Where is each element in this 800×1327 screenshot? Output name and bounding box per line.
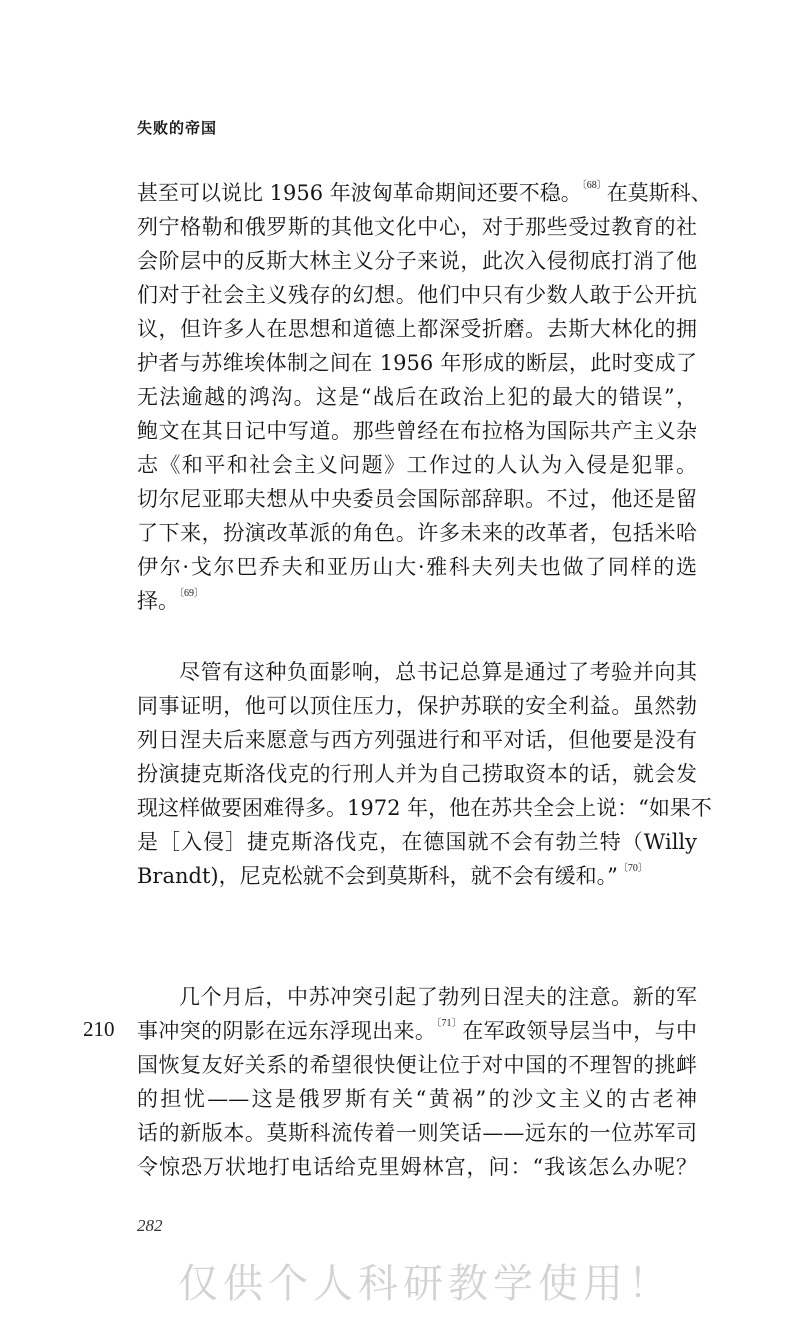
watermark: 仅供个人科研教学使用！ (178, 1261, 673, 1307)
text-line: 现这样做要困难得多。1972 年，他在苏共全会上说：“如果不 (137, 796, 712, 820)
text-line: 尽管有这种负面影响，总书记总算是通过了考验并向其 (179, 660, 697, 684)
text-line: 甚至可以说比 1956 年波匈革命期间还要不稳。$^{〔68〕}$在莫斯科、 (137, 180, 712, 205)
text-line: 国恢复友好关系的希望很快便让位于对中国的不理智的挑衅 (137, 1053, 697, 1077)
citation-mark: 〔70〕 (617, 863, 648, 874)
text-line: 列日涅夫后来愿意与西方列强进行和平对话，但他要是没有 (137, 728, 697, 752)
citation-mark: 〔68〕 (581, 180, 607, 191)
text-line: 同事证明，他可以顶住压力，保护苏联的安全利益。虽然勃 (137, 694, 697, 718)
text-line: 事冲突的阴影在远东浮现出来。$^{〔71〕}$在军政领导层当中，与中 (137, 1018, 698, 1043)
text-line: 们对于社会主义残存的幻想。他们中只有少数人敢于公开抗 (137, 283, 697, 307)
text-line: 护者与苏维埃体制之间在 1956 年形成的断层，此时变成了 (137, 351, 697, 375)
text-line: 择。$^{〔69〕}$ (137, 588, 204, 613)
text-line: 是［入侵］捷克斯洛伐克，在德国就不会有勃兰特（Willy (137, 830, 697, 854)
text-line: 志《和平和社会主义问题》工作过的人认为入侵是犯罪。 (137, 453, 697, 477)
text-line: 鲍文在其日记中写道。那些曾经在布拉格为国际共产主义杂 (137, 419, 697, 443)
text-line: 了下来，扮演改革派的角色。许多未来的改革者，包括米哈 (137, 521, 697, 545)
text-line: 切尔尼亚耶夫想从中央委员会国际部辞职。不过，他还是留 (137, 487, 697, 511)
margin-page-number: 210 (83, 1017, 115, 1041)
text-line: 列宁格勒和俄罗斯的其他文化中心，对于那些受过教育的社 (137, 215, 697, 239)
text-line: Brandt)，尼克松就不会到莫斯科，就不会有缓和。”$^{〔70〕}$ (137, 863, 648, 888)
text-line: 会阶层中的反斯大林主义分子来说，此次入侵彻底打消了他 (137, 249, 697, 273)
paragraph-2 (137, 655, 712, 893)
running-head: 失败的帝国 (137, 119, 218, 137)
text-line: 扮演捷克斯洛伐克的行刑人并为自己捞取资本的话，就会发 (137, 762, 697, 786)
text-line: 的担忧——这是俄罗斯有关“黄祸”的沙文主义的古老神 (137, 1087, 697, 1111)
text-line: 话的新版本。莫斯科流传着一则笑话——远东的一位苏军司 (137, 1121, 697, 1145)
text-line: 伊尔·戈尔巴乔夫和亚历山大·雅科夫列夫也做了同样的选 (137, 555, 697, 579)
paragraph-3 (137, 980, 697, 1184)
text-line: 令惊恐万状地打电话给克里姆林宫，问：“我该怎么办呢？ (137, 1155, 697, 1179)
text-line: 无法逾越的鸿沟。这是“战后在政治上犯的最大的错误”， (137, 385, 697, 409)
page-number: 282 (137, 1216, 163, 1235)
text-line: 议，但许多人在思想和道德上都深受折磨。去斯大林化的拥 (137, 317, 697, 341)
text-line: 几个月后，中苏冲突引起了勃列日涅夫的注意。新的军 (179, 985, 697, 1009)
citation-mark: 〔69〕 (179, 588, 204, 599)
citation-mark: 〔71〕 (436, 1018, 463, 1029)
paragraph-1 (137, 176, 712, 618)
